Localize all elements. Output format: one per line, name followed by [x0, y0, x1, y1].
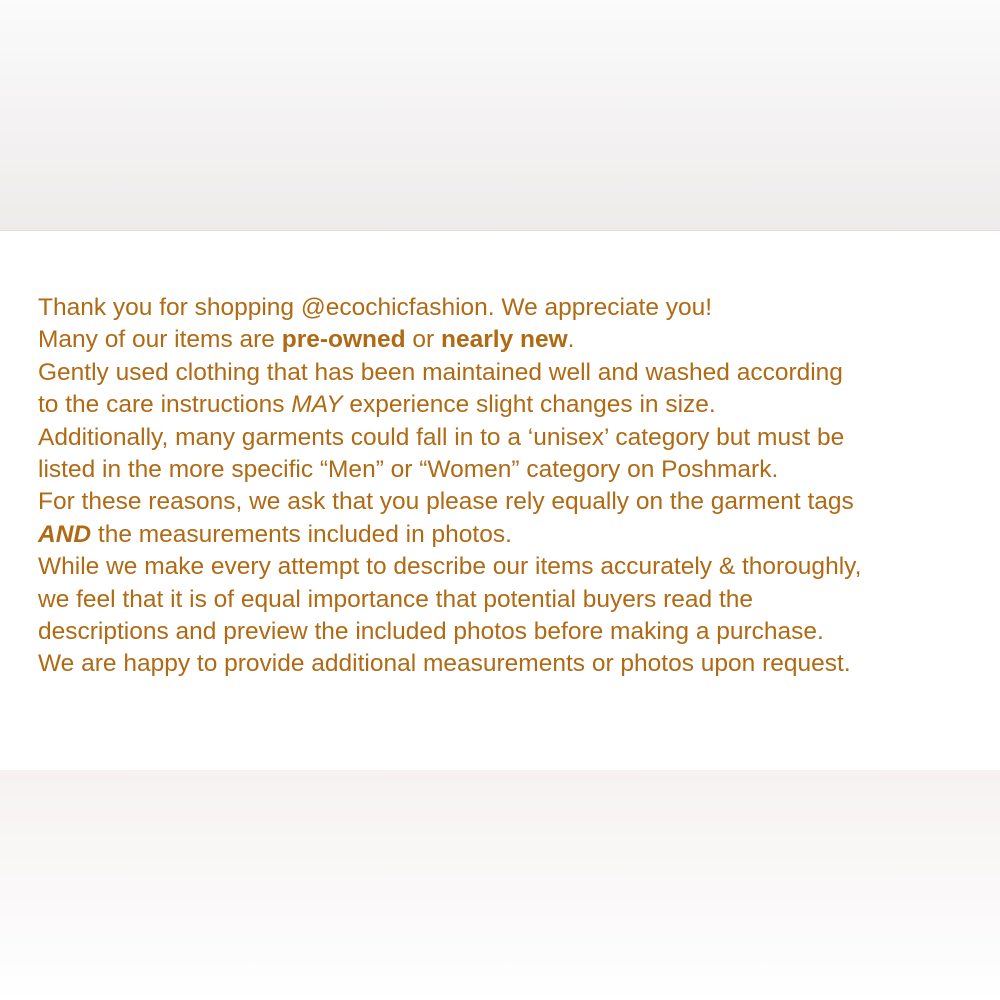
and-emphasis-text: AND — [38, 520, 92, 548]
condition-text-before: Many of our items are — [38, 326, 282, 354]
measurements-text-after: the measurements included in photos. — [91, 520, 512, 548]
note-line-preview: descriptions and preview the included photos before making a purchase. — [38, 617, 824, 645]
condition-text-after: . — [567, 326, 575, 354]
may-emphasis: MAY — [291, 391, 343, 419]
pre-owned-emphasis: pre-owned — [281, 326, 406, 354]
blurred-background-top — [0, 0, 1000, 230]
care-text-before: to the care instructions — [38, 391, 292, 419]
note-line-gently-used: Gently used clothing that has been maintained well and washed according — [38, 358, 843, 386]
note-line-unisex: Additionally, many garments could fall in to a ‘unisex’ category but must be — [38, 423, 845, 451]
care-text-after: experience slight changes in size. — [342, 391, 716, 419]
note-line-request: We are happy to provide additional measurements or photos upon request. — [38, 650, 851, 678]
note-line-thanks: Thank you for shopping @ecochicfashion. We appreciate you! — [38, 294, 713, 321]
note-line-category: listed in the more specific “Men” or “Women” category on Poshmark. — [38, 455, 779, 483]
note-line-care-instructions — [38, 389, 988, 421]
blurred-background-bottom — [0, 770, 1000, 1000]
note-line-accuracy: While we make every attempt to describe our items accurately & thoroughly, — [38, 553, 862, 581]
note-line-measurements — [38, 519, 988, 551]
and-emphasis — [38, 521, 91, 548]
shop-policy-note — [38, 292, 988, 681]
nearly-new-emphasis: nearly new — [441, 326, 568, 354]
condition-text-middle: or — [405, 326, 442, 354]
note-line-importance: we feel that it is of equal importance that potential buyers read the — [38, 585, 754, 613]
note-line-condition — [38, 324, 988, 356]
note-line-reasons: For these reasons, we ask that you please rely equally on the garment tags — [38, 488, 854, 516]
